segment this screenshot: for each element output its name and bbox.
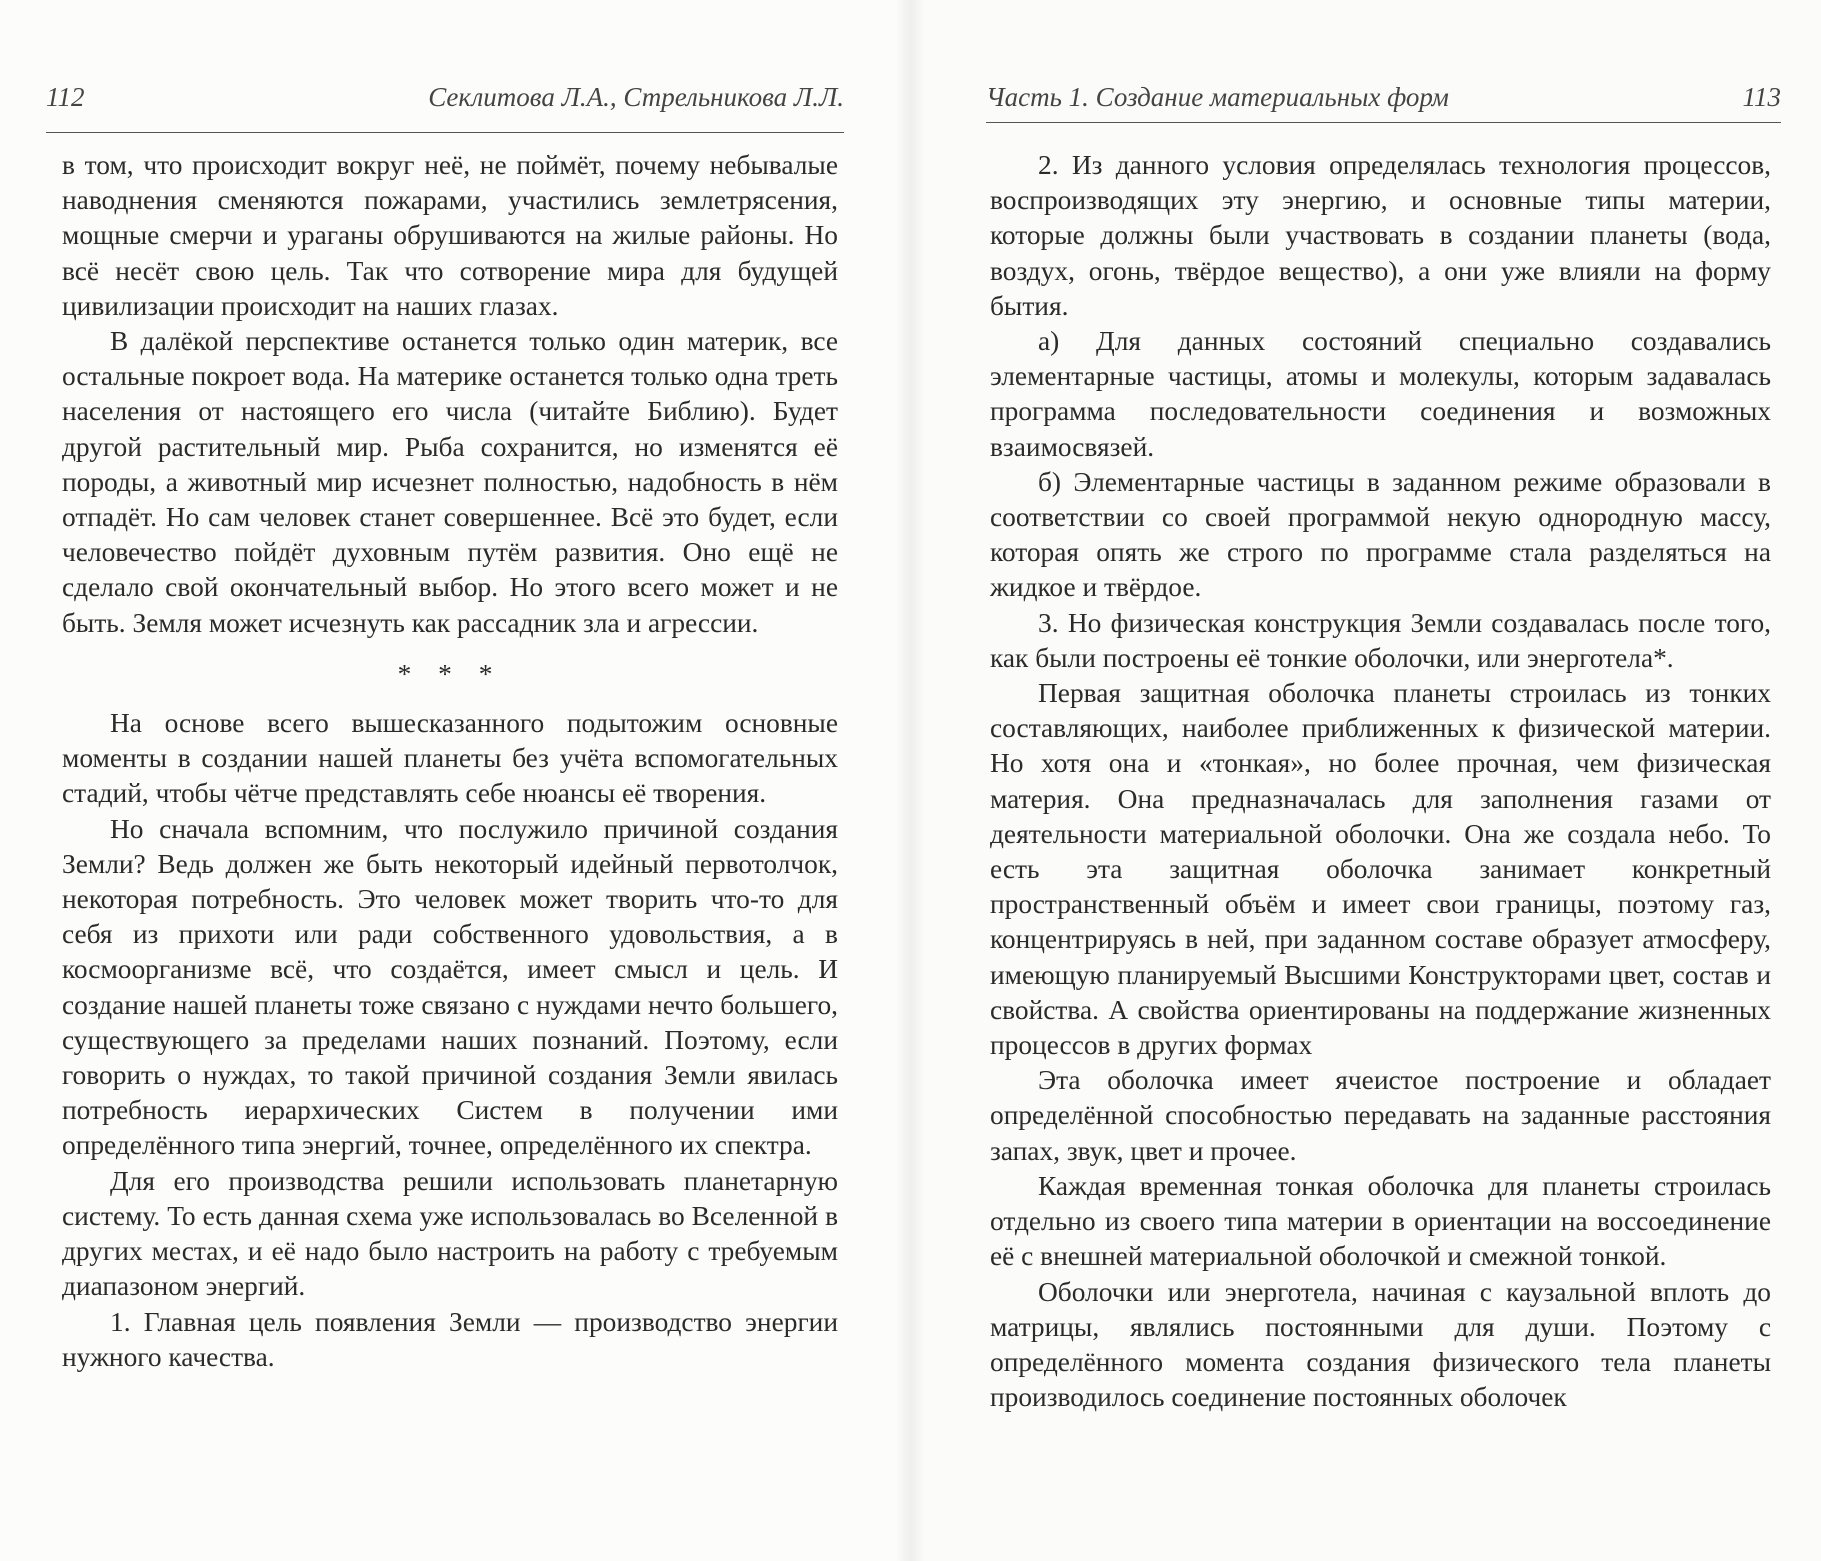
right-header-chapter: Часть 1. Создание материальных форм [986, 82, 1449, 112]
left-page-number: 112 [46, 82, 85, 112]
paragraph: В далёкой перспективе останется только один материк, все остальные покроет вода. На материке останется только одна треть населения от настоящего его числа (читайте Библию). Будет другой растительный мир. Рыба сохранится, но изменятся её породы, а животный мир исчезнет полностью, надобность в нём отпадёт. Но сам человек станет совершеннее. Всё это будет, если человечество пойдёт духовным путём развития. Оно ещё не сделало свой окончательный выбор. Но этого всего может и не быть. Земля может исчезнуть как рассадник зла и агрессии. [62, 326, 838, 638]
paragraph: 1. Главная цель появления Земли — производство энергии нужного качества. [62, 1306, 838, 1372]
left-running-head [46, 82, 844, 122]
section-separator: * * * [397, 658, 503, 689]
left-header-authors: Секлитова Л.А., Стрельникова Л.Л. [428, 82, 844, 112]
paragraph: Для его производства решили использовать планетарную систему. То есть данная схема уже использовалась во Вселенной в других местах, и её надо было настроить на работу с требуемым диапазоном энергий. [62, 1165, 838, 1302]
paragraph: б) Элементарные частицы в заданном режиме образовали в соответствии со своей программой некую однородную массу, которая опять же строго по программе стала разделяться на жидкое и твёрдое. [990, 466, 1771, 603]
right-page-text [990, 148, 1771, 1415]
paragraph: 2. Из данного условия определялась технология процессов, воспроизводящих эту энергию, и основные типы материи, которые должны были участвовать в создании планеты (вода, воздух, огонь, твёрдое вещество), а они уже влияли на форму бытия. [990, 150, 1771, 321]
right-page-number: 113 [1742, 82, 1781, 112]
right-header-rule [986, 122, 1781, 123]
paragraph: а) Для данных состояний специально создавались элементарные частицы, атомы и молекулы, которым задавалась программа последовательности соединения и возможных взаимосвязей. [990, 326, 1771, 462]
paragraph: Каждая временная тонкая оболочка для планеты строилась отдельно из своего типа материи в ориентации на воссоединение её с внешней материальной оболочкой и смежной тонкой. [990, 1170, 1771, 1272]
right-page [910, 0, 1821, 1561]
book-gutter-shadow [895, 0, 925, 1561]
paragraph: Первая защитная оболочка планеты строилась из тонких составляющих, наиболее приближенных к физической материи. Но хотя она и «тонкая», но более прочная, чем физическая материя. Она предназначалась для заполнения газами от деятельности материальной оболочки. Она же создала небо. То есть эта защитная оболочка занимает конкретный пространственный объём и имеет свои границы, поэтому газ, концентрируясь в ней, при заданном составе образует атмосферу, имеющую планируемый Высшими Конструкторами цвет, состав и свойства. А свойства ориентированы на поддержание жизненных процессов в других формах [990, 678, 1771, 1061]
left-page [0, 0, 910, 1561]
paragraph: в том, что происходит вокруг неё, не поймёт, почему небывалые наводнения сменяются пожарами, участились землетрясения, мощные смерчи и ураганы обрушиваются на жилые районы. Но всё несёт свою цель. Так что сотворение мира для будущей цивилизации происходит на наших глазах. [62, 150, 838, 321]
left-header-rule [46, 132, 844, 133]
paragraph: Но сначала вспомним, что послужило причиной создания Земли? Ведь должен же быть некоторый идейный первотолчок, некоторая потребность. Это человек может творить что-то для себя из прихоти или ради собственного удовольствия, а в космоорганизме всё, что создаётся, имеет смысл и цель. И создание нашей планеты тоже связано с нуждами нечто большего, существующего за пределами наших познаний. Поэтому, если говорить о нуждах, то такой причиной создания Земли явилась потребность иерархических Систем в получении ими определённого типа энергий, точнее, определённого их спектра. [62, 813, 838, 1161]
right-running-head [986, 82, 1781, 122]
left-page-text [62, 148, 838, 1375]
paragraph: Эта оболочка имеет ячеистое построение и обладает определённой способностью передавать на заданные расстояния запах, звук, цвет и прочее. [990, 1065, 1771, 1166]
paragraph: На основе всего вышесказанного подытожим основные моменты в создании нашей планеты без учёта вспомогательных стадий, чтобы чётче представлять себе нюансы её творения. [62, 708, 838, 809]
paragraph: 3. Но физическая конструкция Земли создавалась после того, как были построены её тонкие оболочки, или энерготела*. [990, 607, 1771, 673]
paragraph: Оболочки или энерготела, начиная с каузальной вплоть до матрицы, являлись постоянными для души. Поэтому с определённого момента создания физического тела планеты производилось соединение постоянных оболочек [990, 1276, 1771, 1413]
